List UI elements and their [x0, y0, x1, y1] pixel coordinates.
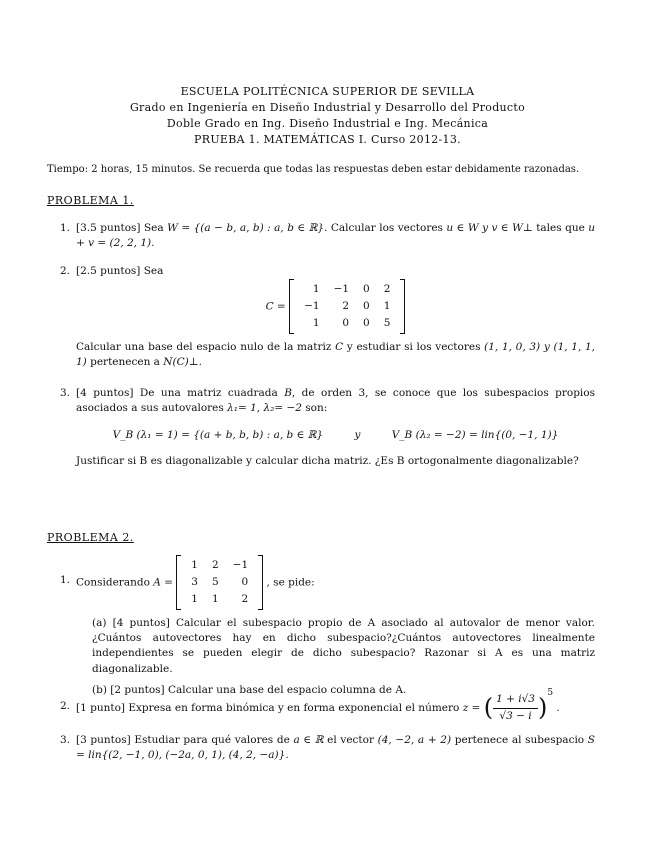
- math-expression: z =: [462, 702, 481, 714]
- matrix-c: [289, 279, 405, 334]
- matrix-c-row: [297, 298, 397, 315]
- matrix-a-cell: 2: [211, 559, 219, 571]
- exponent: 5: [547, 688, 554, 698]
- matrix-a-cell: 1: [191, 593, 198, 605]
- matrix-c-row: [297, 281, 397, 298]
- eigenspace-equations: [76, 428, 595, 443]
- p1-question1: [60, 221, 595, 251]
- subquestion-a: (a) [4 puntos] Calcular el subespacio propio de A asociado al autovalor de menor valor. ¿Cuántos autovectores hay en dicho subespacio?¿Cuántos autovectores linealmente independientes se pueden elegir de dicho subespacio? Razonar si A es una matriz diagonalizable.: [92, 617, 595, 675]
- question-text-block: [76, 340, 595, 370]
- question-text: el vector: [323, 734, 378, 746]
- time-note: Tiempo: 2 horas, 15 minutos. Se recuerda que todas las respuestas deben estar debidamente razonadas.: [47, 164, 580, 175]
- question-text: .: [198, 356, 202, 369]
- math-expression: u ∈ W y v ∈ W⊥: [446, 222, 533, 234]
- matrix-a-row: [184, 557, 255, 574]
- matrix-a-cell: 0: [241, 576, 249, 588]
- matrix-c-cell: 1: [312, 283, 320, 296]
- question-text: , de orden 3, se conoce que los subespacios propios asociados a sus autovalores: [76, 387, 595, 415]
- p1-question2: [60, 264, 595, 371]
- problem2-title: PROBLEMA 2.: [47, 531, 134, 544]
- question-text: pertenece al subespacio: [451, 734, 588, 746]
- matrix-c-cell: 2: [383, 283, 391, 296]
- p2-question3: [60, 733, 595, 763]
- matrix-c-cell: −1: [304, 300, 320, 313]
- math-expression: S = lin{(2, −1, 0), (−2a, 0, 1), (4, 2, −a)}: [76, 734, 595, 762]
- math-expression: B: [284, 387, 292, 399]
- math-expression: N(C)⊥: [163, 356, 199, 369]
- matrix-a-cell: 5: [211, 576, 219, 588]
- p2-question2: [60, 687, 595, 725]
- matrix-a-row: [184, 591, 255, 608]
- question-text: pertenecen a: [86, 356, 164, 369]
- question-number: 1.: [60, 222, 71, 234]
- eigenspace-2: V_B (λ₂ = −2) = lin{(0, −1, 1)}: [391, 429, 559, 442]
- math-expression: u + v = (2, 2, 1): [76, 222, 596, 250]
- matrix-a-row: [184, 574, 255, 591]
- question-text: .: [151, 237, 155, 250]
- question-text: Considerando: [76, 576, 154, 589]
- double-degree-line: Doble Grado en Ing. Diseño Industrial e Ing. Mecánica: [166, 117, 489, 130]
- school-name: ESCUELA POLITÉCNICA SUPERIOR DE SEVILLA: [180, 85, 475, 98]
- question-text: [2.5 puntos] Sea: [76, 265, 164, 277]
- question-text-block: [76, 386, 595, 416]
- question-number: 2.: [60, 265, 71, 277]
- matrix-c-cell: −1: [333, 283, 350, 296]
- math-expression: λ₁= 1, λ₂= −2: [227, 402, 302, 415]
- question-number: 1.: [60, 574, 71, 586]
- math-expression: (4, −2, a + 2): [377, 734, 452, 746]
- fraction: [493, 692, 538, 723]
- paren-close: ): [537, 693, 548, 722]
- question-text: .: [556, 702, 560, 714]
- question-text: Calcular una base del espacio nulo de la matriz: [76, 341, 336, 354]
- paren-open: (: [483, 693, 494, 722]
- matrix-a-cell: 3: [191, 576, 198, 588]
- question-text: . Calcular los vectores: [324, 222, 447, 234]
- matrix-c-cell: 0: [363, 317, 370, 330]
- math-expression: W = {(a − b, a, b) : a, b ∈ ℝ}: [167, 222, 325, 234]
- matrix-c-cell: 0: [363, 300, 370, 313]
- question-text: , se pide:: [266, 576, 315, 589]
- question-text: [4 puntos] De una matriz cuadrada: [76, 387, 285, 399]
- matrix-c-cell: 1: [383, 300, 391, 313]
- exam-title: PRUEBA 1. MATEMÁTICAS I. Curso 2012-13.: [194, 133, 461, 146]
- math-expression: a ∈ ℝ: [293, 734, 324, 746]
- numerator: 1 + i√3: [493, 692, 538, 708]
- matrix-a-cell: 1: [211, 593, 219, 605]
- conjunction: y: [354, 429, 361, 442]
- matrix-c-cell: 2: [342, 300, 350, 313]
- matrix-c-row: [297, 315, 397, 332]
- matrix-a-cell: 1: [191, 559, 198, 571]
- eigenspace-1: V_B (λ₁ = 1) = {(a + b, b, b) : a, b ∈ ℝ}: [112, 429, 324, 442]
- question-number: 2.: [60, 700, 71, 712]
- matrix-c-cell: 1: [312, 317, 320, 330]
- question-number: 3.: [60, 387, 71, 399]
- exam-header: [0, 84, 655, 148]
- question-text: son:: [301, 402, 328, 415]
- matrix-c-cell: 0: [342, 317, 350, 330]
- question-text: .: [285, 749, 289, 762]
- p2-question1: [60, 555, 595, 698]
- question-text: [3 puntos] Estudiar para qué valores de: [76, 734, 294, 746]
- question-text: tales que: [532, 222, 589, 234]
- denominator: √3 − i: [499, 709, 532, 722]
- math-expression: (1, 1, 0, 3) y (1, 1, 1, 1): [76, 341, 596, 369]
- problem1-title: PROBLEMA 1.: [47, 194, 134, 207]
- matrix-c-row: [76, 279, 595, 334]
- question-text: [1 punto] Expresa en forma binómica y en forma exponencial el número: [76, 702, 463, 714]
- matrix-a-row: [76, 555, 595, 610]
- matrix-label: C =: [265, 300, 286, 313]
- subquestion-b: (b) [2 puntos] Calcular una base del espacio columna de A.: [92, 683, 407, 696]
- question-text: Justificar si B es diagonalizable y calcular dicha matriz. ¿Es B ortogonalmente diagonalizable?: [76, 454, 579, 467]
- matrix-c-cell: 5: [383, 317, 391, 330]
- question-number: 3.: [60, 734, 71, 746]
- matrix-a-cell: −1: [232, 559, 249, 571]
- p1-question3: [60, 386, 595, 469]
- degree-line: Grado en Ingeniería en Diseño Industrial y Desarrollo del Producto: [129, 101, 526, 114]
- matrix-c-cell: 0: [363, 283, 370, 296]
- matrix-label: A =: [153, 576, 173, 589]
- question-text: [3.5 puntos] Sea: [76, 222, 168, 234]
- question-text: y estudiar si los vectores: [343, 341, 485, 354]
- matrix-a: [176, 555, 263, 610]
- math-expression: C: [335, 341, 344, 354]
- matrix-a-cell: 2: [241, 593, 249, 605]
